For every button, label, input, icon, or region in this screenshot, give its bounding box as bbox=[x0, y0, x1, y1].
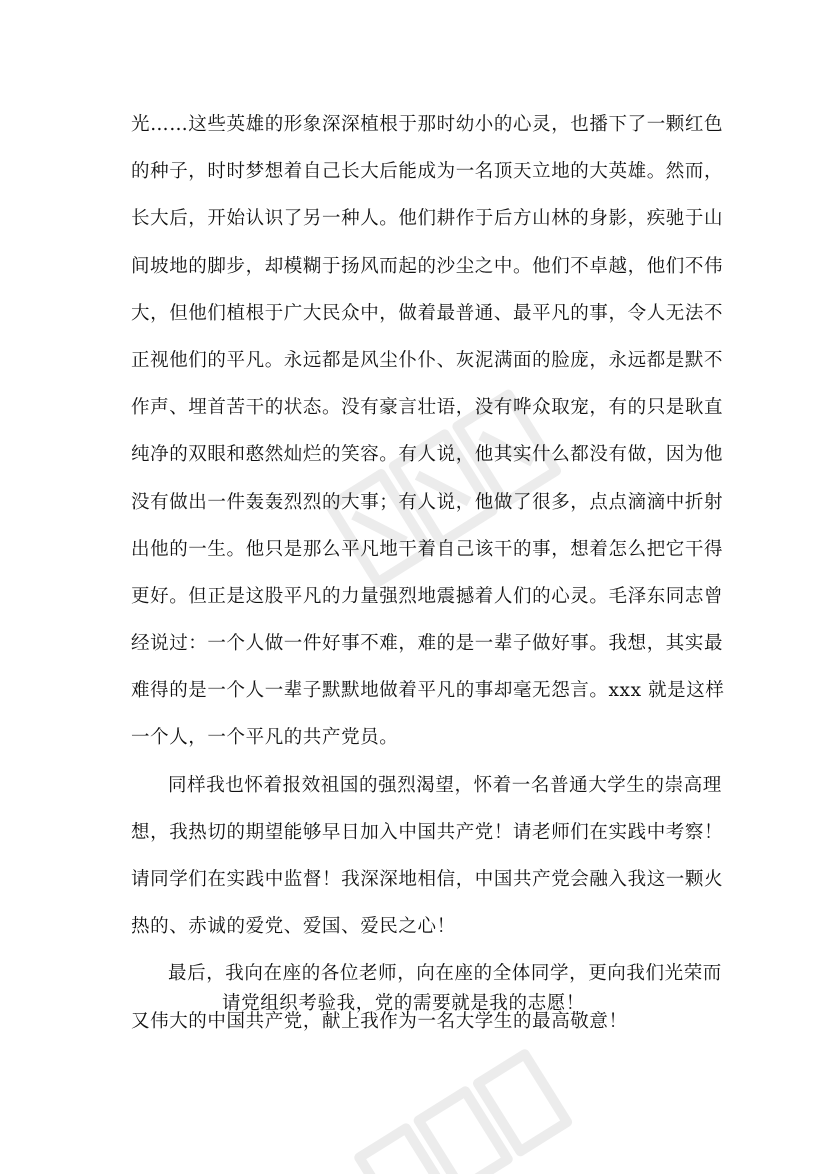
watermark-shape bbox=[359, 1128, 448, 1174]
text-line: 出他的一生。他只是那么平凡地干着自己该干的事，想着怎么把它干得 bbox=[131, 538, 724, 560]
text-line: 大，但他们植根于广大民众中，做着最普通、最平凡的事，令人无法不 bbox=[131, 302, 724, 324]
text-line: 纯净的双眼和憨然灿烂的笑容。有人说，他其实什么都没有做，因为他 bbox=[131, 444, 724, 466]
text-line: 更好。但正是这股平凡的力量强烈地震撼着人们的心灵。毛泽东同志曾 bbox=[131, 585, 724, 607]
text-line: 光……这些英雄的形象深深植根于那时幼小的心灵，也播下了一颗红色 bbox=[131, 114, 724, 135]
text-line: 最后，我向在座的各位老师，向在座的全体同学，更向我们光荣而 bbox=[168, 963, 722, 985]
body-text bbox=[131, 101, 725, 1045]
closing-statement: 请党组织考验我，党的需要就是我的志愿！ bbox=[222, 993, 585, 1014]
text-line: 经说过：一个人做一件好事不难，难的是一辈子做好事。我想，其实最 bbox=[131, 633, 724, 655]
text-line: 正视他们的平凡。永远都是风尘仆仆、灰泥满面的脸庞，永远都是默不 bbox=[131, 349, 724, 371]
text-line: 请同学们在实践中监督！我深深地相信，中国共产党会融入我这一颗火 bbox=[131, 869, 724, 890]
watermark-shape bbox=[419, 1091, 508, 1174]
text-line: 又伟大的中国共产党，献上我作为一名大学生的最高敬意！ bbox=[131, 1010, 628, 1032]
text-line: 间坡地的脚步，却模糊于扬风而起的沙尘之中。他们不卓越，他们不伟 bbox=[131, 255, 724, 277]
text-line: 作声、埋首苦干的状态。没有豪言壮语，没有哗众取宠，有的只是耿直 bbox=[131, 397, 724, 419]
text-line: 一个人，一个平凡的共产党员。 bbox=[131, 727, 399, 749]
text-line: 没有做出一件轰轰烈烈的大事；有人说，他做了很多，点点滴滴中折射 bbox=[131, 491, 724, 513]
text-line: 想，我热切的期望能够早日加入中国共产党！请老师们在实践中考察！ bbox=[131, 821, 724, 843]
text-line: 难得的是一个人一辈子默默地做着平凡的事却毫无怨言。xxx 就是这样 bbox=[131, 680, 725, 702]
text-line: 长大后，开始认识了另一种人。他们耕作于后方山林的身影，疾驰于山 bbox=[131, 208, 724, 230]
watermark-shape bbox=[478, 1054, 567, 1151]
watermark-logo bbox=[330, 1040, 590, 1174]
text-line: 热的、赤诚的爱党、爱国、爱民之心！ bbox=[131, 916, 456, 938]
text-line: 的种子，时时梦想着自己长大后能成为一名顶天立地的大英雄。然而， bbox=[131, 161, 724, 183]
text-line: 同样我也怀着报效祖国的强烈渴望，怀着一名普通大学生的崇高理 bbox=[168, 774, 722, 796]
